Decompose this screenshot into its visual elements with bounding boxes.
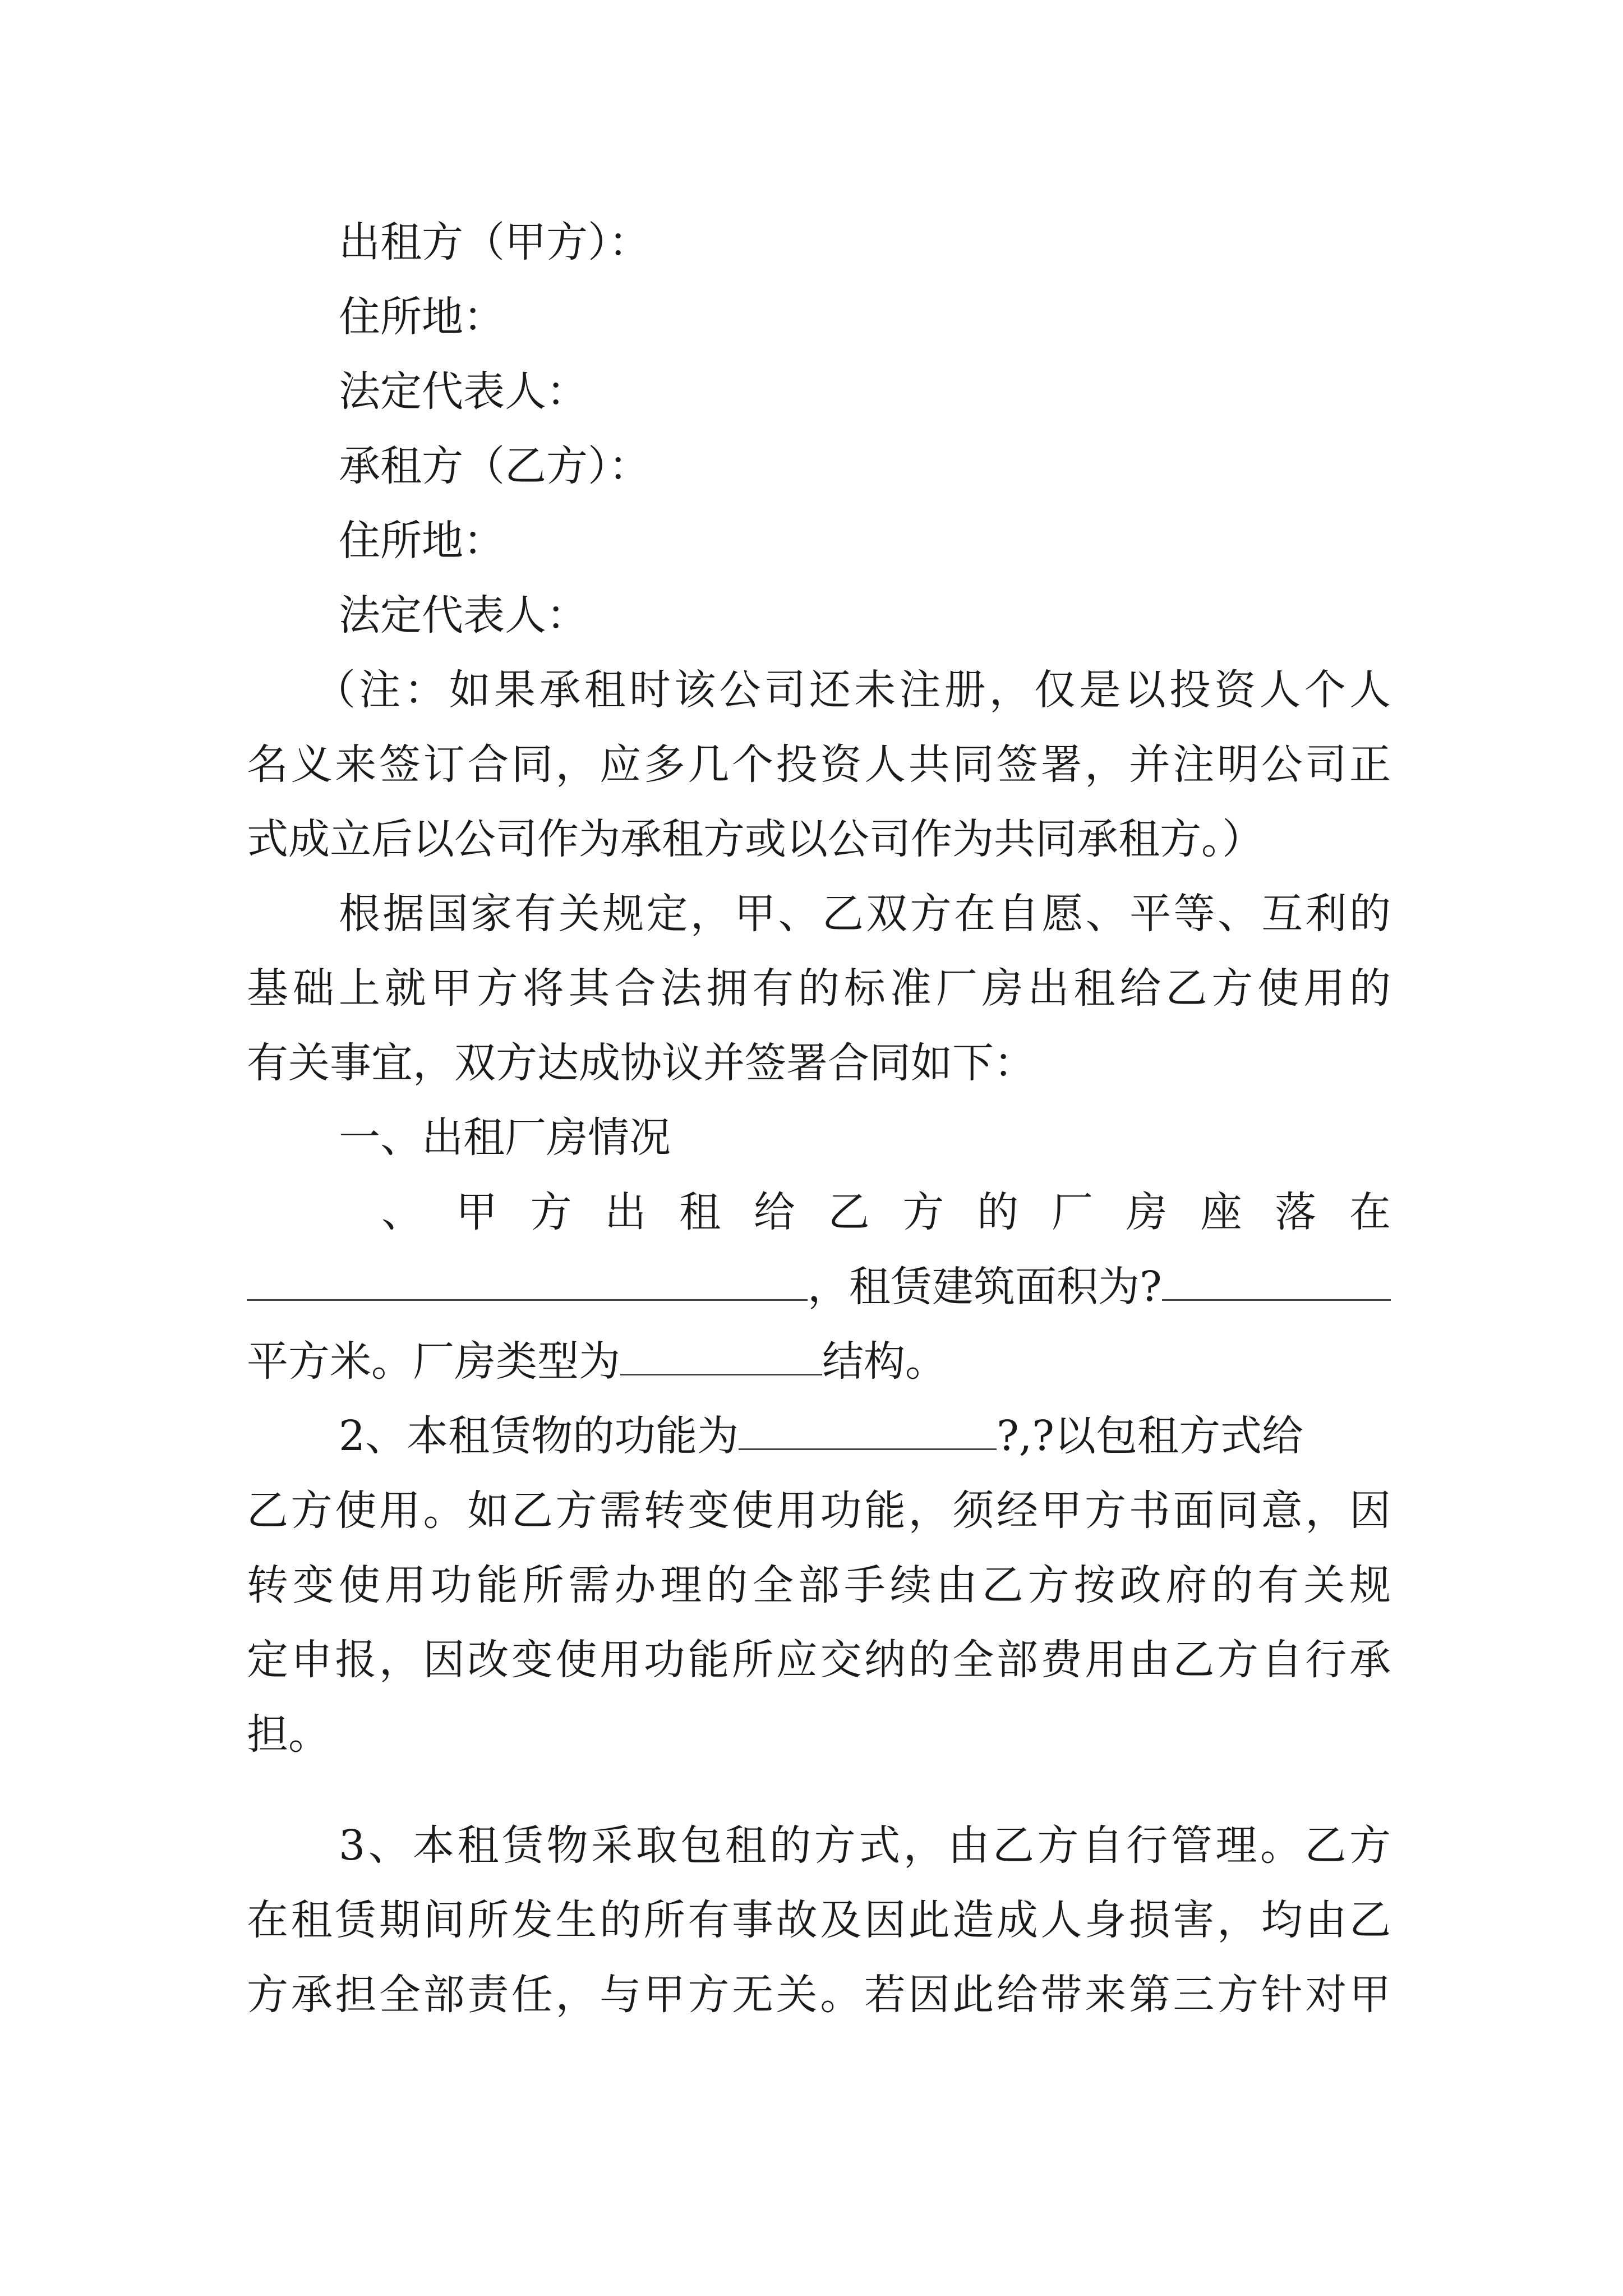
lessee-label: 承租方（乙方）： xyxy=(339,442,650,490)
item-1-line-1: 、 甲 方 出 租 给 乙 方 的 厂 房 座 落 在 xyxy=(381,1188,1391,1236)
item-2-line-1 xyxy=(339,1408,1391,1464)
lessor-label: 出租方（甲方）： xyxy=(339,218,650,266)
lessee-address-label: 住所地： xyxy=(339,517,505,565)
preamble-line-2: 基础上就甲方将其合法拥有的标准厂房出租给乙方使用的 xyxy=(247,964,1391,1013)
type-blank xyxy=(620,1339,822,1375)
item-2-line-4: 定申报，因改变使用功能所应交纳的全部费用由乙方自行承 xyxy=(247,1636,1391,1684)
section-1-title: 一、出租厂房情况 xyxy=(339,1114,671,1162)
lessor-rep-label: 法定代表人： xyxy=(339,367,588,416)
item-3-line-3: 方承担全部责任，与甲方无关。若因此给带来第三方针对甲 xyxy=(247,1971,1391,2019)
note-line-3: 式成立后以公司作为承租方或以公司作为共同承租方。） xyxy=(247,815,1264,863)
item-2-line-5: 担。 xyxy=(247,1710,330,1759)
location-blank xyxy=(247,1264,808,1301)
item-1-line-2 xyxy=(247,1259,1391,1315)
function-blank xyxy=(739,1414,997,1450)
item-1-area-unit: 平方米。厂房类型为 xyxy=(247,1337,620,1386)
lessee-rep-label: 法定代表人： xyxy=(339,591,588,639)
item-2-line-2: 乙方使用。如乙方需转变使用功能，须经甲方书面同意，因 xyxy=(247,1487,1391,1535)
item-1-structure: 结构。 xyxy=(822,1337,947,1386)
item-1-mid-text: ，租赁建筑面积为? xyxy=(808,1263,1162,1311)
preamble-line-1: 根据国家有关规定，甲、乙双方在自愿、平等、互利的 xyxy=(339,890,1391,938)
item-3-line-2: 在租赁期间所发生的所有事故及因此造成人身损害，均由乙 xyxy=(247,1896,1391,1944)
preamble-line-3: 有关事宜，双方达成协议并签署合同如下： xyxy=(247,1039,1035,1087)
item-3-line-1: 3、本租赁物采取包租的方式，由乙方自行管理。乙方 xyxy=(339,1821,1391,1870)
note-line-1: （注：如果承租时该公司还未注册，仅是以投资人个人 xyxy=(314,666,1391,714)
area-blank xyxy=(1162,1264,1391,1301)
item-1-line-3 xyxy=(247,1333,1391,1389)
item-2-line-3: 转变使用功能所需办理的全部手续由乙方按政府的有关规 xyxy=(247,1561,1391,1609)
lessor-address-label: 住所地： xyxy=(339,293,505,341)
item-2-lease-mode: ?,?以包租方式给 xyxy=(997,1412,1303,1460)
item-2-function-label: 2、本租赁物的功能为 xyxy=(339,1412,739,1460)
note-line-2: 名义来签订合同，应多几个投资人共同签署，并注明公司正 xyxy=(247,740,1391,789)
